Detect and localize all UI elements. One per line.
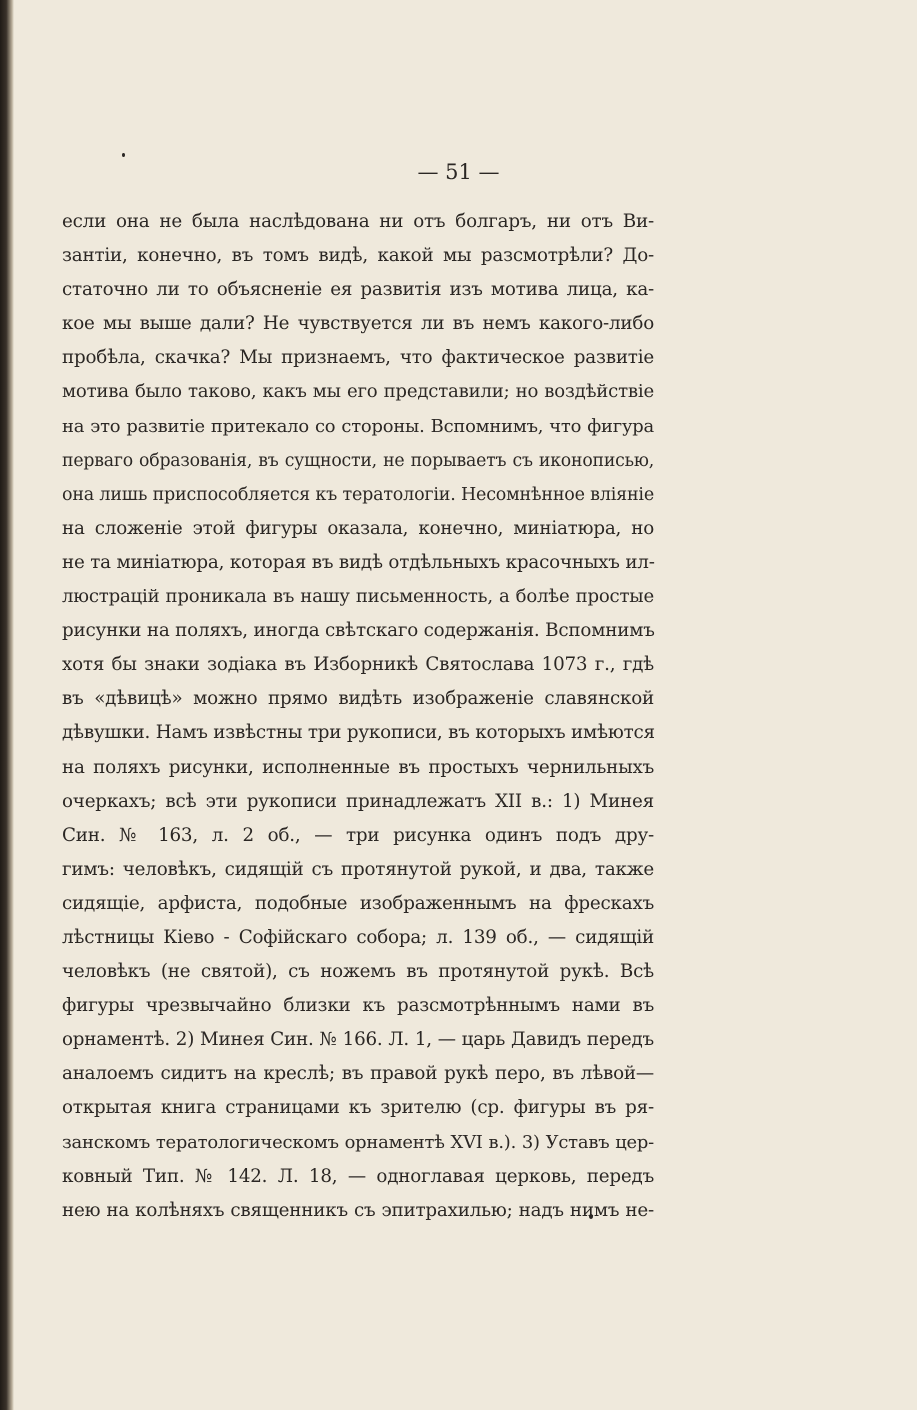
- binding-edge: [0, 0, 14, 1410]
- text-line: Син. № 163, л. 2 об., — три рисунка одинъ подъ дру-: [62, 824, 654, 846]
- page-number: — 51 —: [417, 160, 500, 184]
- text-line: ковный Тип. № 142. Л. 18, — одноглавая церковь, передъ: [62, 1165, 654, 1187]
- text-line: аналоемъ сидитъ на креслѣ; въ правой рукѣ перо, въ лѣвой—: [62, 1063, 654, 1085]
- text-line: люстрацій проникала въ нашу письменность, а болѣе простые: [62, 586, 654, 608]
- text-line: сидящіе, арфиста, подобные изображеннымъ на фрескахъ: [62, 892, 654, 914]
- text-line: нею на колѣняхъ священникъ съ эпитрахилью; надъ нимъ не-: [62, 1199, 654, 1221]
- text-line: гимъ: человѣкъ, сидящій съ протянутой рукой, и два, также: [62, 858, 654, 880]
- text-line: зантіи, конечно, въ томъ видѣ, какой мы разсмотрѣли? До-: [62, 245, 654, 267]
- text-line: она лишь приспособляется къ тератологіи. Несомнѣнное вліяніе: [62, 484, 654, 505]
- body-text: [62, 205, 654, 1228]
- text-line: на поляхъ рисунки, исполненные въ простыхъ чернильныхъ: [62, 756, 654, 778]
- text-line: если она не была наслѣдована ни отъ болгаръ, ни отъ Ви-: [62, 211, 654, 232]
- text-line: на это развитіе притекало со стороны. Вспомнимъ, что фигура: [62, 415, 654, 437]
- text-line: занскомъ тератологическомъ орнаментѣ XVI в.). 3) Уставъ цер-: [62, 1131, 654, 1153]
- text-line: орнаментѣ. 2) Минея Син. № 166. Л. 1, — царь Давидъ передъ: [62, 1029, 654, 1051]
- text-line: открытая книга страницами къ зрителю (ср. фигуры въ ря-: [62, 1097, 654, 1119]
- text-line: очеркахъ; всѣ эти рукописи принадлежатъ XII в.: 1) Минея: [62, 790, 654, 812]
- text-line: дѣвушки. Намъ извѣстны три рукописи, въ которыхъ имѣются: [62, 722, 655, 744]
- text-line: перваго образованія, въ сущности, не порываетъ съ иконописью,: [62, 450, 654, 471]
- text-line: фигуры чрезвычайно близки къ разсмотрѣннымъ нами въ: [62, 995, 654, 1017]
- text-line: рисунки на поляхъ, иногда свѣтскаго содержанія. Вспомнимъ: [62, 620, 655, 642]
- text-line: статочно ли то объясненіе ея развитія изъ мотива лица, ка-: [62, 279, 654, 301]
- ink-speck: [122, 153, 125, 157]
- text-line: лѣстницы Кіево - Софійскаго собора; л. 139 об., — сидящій: [62, 926, 654, 948]
- text-line: не та миніатюра, которая въ видѣ отдѣльныхъ красочныхъ ил-: [62, 551, 655, 573]
- text-line: мотива было таково, какъ мы его представили; но воздѣйствіе: [62, 381, 654, 403]
- text-line: человѣкъ (не святой), съ ножемъ въ протянутой рукѣ. Всѣ: [62, 961, 654, 983]
- text-line: пробѣла, скачка? Мы признаемъ, что фактическое развитіе: [62, 347, 654, 369]
- text-line: кое мы выше дали? Не чувствуется ли въ немъ какого-либо: [62, 313, 654, 335]
- text-line: хотя бы знаки зодіака въ Изборникѣ Святослава 1073 г., гдѣ: [62, 654, 654, 676]
- text-line: на сложеніе этой фигуры оказала, конечно, миніатюра, но: [62, 517, 654, 539]
- text-line: въ «дѣвицѣ» можно прямо видѣть изображеніе славянской: [62, 688, 654, 710]
